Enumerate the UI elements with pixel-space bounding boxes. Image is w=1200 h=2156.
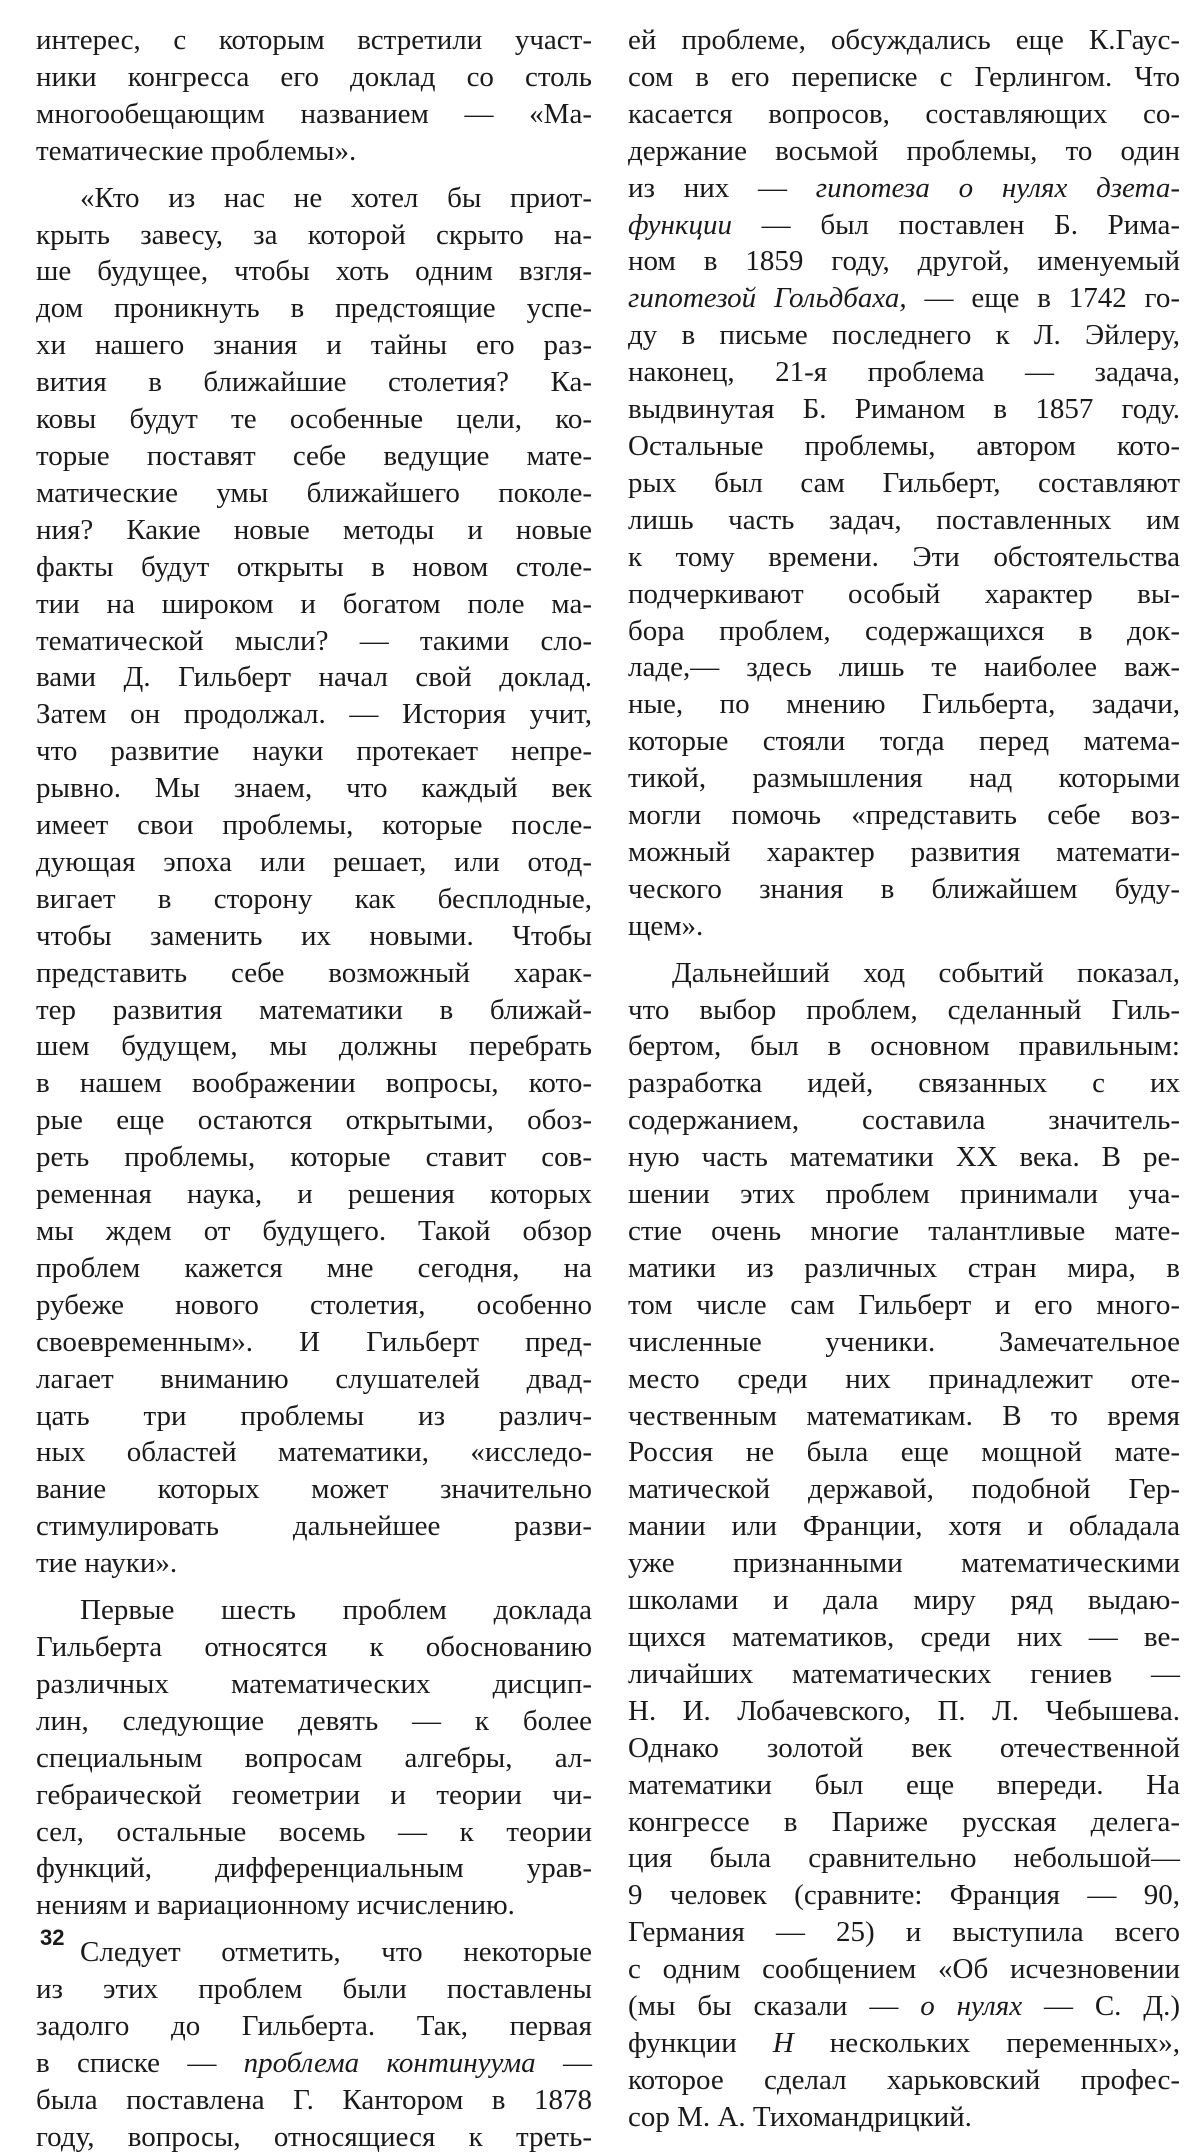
text-line: хи нашего знания и тайны его раз- [36,329,592,362]
text-line: лин, следующие девять — к более [36,1704,592,1737]
text-line: Россия не была еще мощной мате- [628,1436,1180,1469]
text-line: тикой, размышления над которыми [628,762,1180,795]
text-fragment: — С. Д.) [1022,1990,1180,2023]
text-line: бертом, был в основном правильным: [628,1030,1180,1063]
text-line: Следует отметить, что некоторые [80,1936,592,1969]
italic-term-zeta-hypothesis: гипотеза о нулях дзета- [815,171,1181,204]
italic-term-goldbach: гипотезой Гольдбаха, [628,282,907,315]
paragraph-gauss-riemann [628,22,1180,945]
text-line: многообещающим названием — «Ма- [36,97,592,130]
text-line: ладе,— здесь лишь те наиболее важ- [628,651,1180,684]
text-line [628,1988,1180,2025]
text-line: щем». [628,909,704,942]
text-line [628,170,1180,207]
text-fragment: — [535,2046,592,2079]
text-line: стимулировать дальнейшее разви- [36,1510,592,1543]
text-line: тие науки». [36,1547,178,1580]
text-line: нениям и вариационному исчислению. [36,1889,515,1922]
text-line: школами и дала миру ряд выдаю- [628,1584,1180,1617]
text-line: чественным математикам. В то время [628,1399,1180,1432]
text-line: ческого знания в ближайшем буду- [628,872,1180,905]
text-line [36,2045,592,2082]
text-line: Затем он продолжал. — История учит, [36,698,592,731]
text-line: которые стояли тогда перед матема- [628,725,1180,758]
text-line: матики из различных стран мира, в [628,1251,1180,1284]
text-line [628,2025,1180,2062]
text-line: тер развития математики в ближай- [36,993,592,1026]
text-line: реть проблемы, которые ставит сов- [36,1141,592,1174]
text-line: Дальнейший ход событий показал, [672,956,1180,989]
text-line: специальным вопросам алгебры, ал- [36,1741,592,1774]
text-fragment: из них — [628,171,816,204]
paragraph-further-events [628,955,1180,2136]
text-line: выдвинутая Б. Риманом в 1857 году. [628,393,1180,426]
italic-term-continuum-problem: проблема континуума [243,2046,536,2079]
text-line: сор М. А. Тихомандрицкий. [628,2100,972,2133]
text-line: вигает в сторону как бесплодные, [36,882,592,915]
text-line: мы ждем от будущего. Такой обзор [36,1215,592,1247]
text-line: к тому времени. Эти обстоятельства [628,540,1180,573]
text-line: ременная наука, и решения которых [36,1178,592,1211]
text-line: Гильберта относятся к обоснованию [36,1630,592,1663]
text-line: крыть завесу, за которой скрыто на- [36,218,592,251]
text-line: торые поставят себе ведущие мате- [36,439,592,472]
text-line: щихся математиков, среди них — ве- [628,1620,1180,1653]
text-line: интерес, с которым встретили участ- [36,24,592,56]
text-line: тии на широком и богатом поле ма- [36,587,592,620]
text-line: математики был еще впереди. На [628,1768,1180,1801]
text-line: была поставлена Г. Кантором в 1878 [36,2083,592,2116]
text-line: вами Д. Гильберт начал свой доклад. [36,661,592,694]
text-line: что выбор проблем, сделанный Гиль- [628,993,1180,1026]
page-number: 32 [40,1925,65,1950]
text-line: держание восьмой проблемы, то один [628,134,1180,167]
text-line: году, вопросы, относящиеся к треть- [36,2120,592,2153]
text-line: ном в 1859 году, другой, именуемый [628,245,1180,278]
text-fragment: нескольких переменных», [793,2026,1180,2059]
text-fragment: в списке — [36,2046,244,2079]
text-line: лишь часть задач, поставленных им [628,503,1180,536]
text-line: место среди них принадлежит оте- [628,1362,1180,1395]
text-line: могли помочь «представить себе воз- [628,799,1180,832]
text-line: Германия — 25) и выступила всего [628,1916,1180,1949]
text-line: личайших математических гениев — [628,1657,1180,1690]
text-line: дующая эпоха или решает, или отод- [36,845,592,878]
text-line: численные ученики. Замечательное [628,1325,1180,1358]
text-line: Однако золотой век отечественной [628,1731,1180,1764]
text-line: из этих проблем были поставлены [36,1973,592,2006]
text-line: ей проблеме, обсуждались еще К.Гаус- [628,24,1180,56]
left-column [36,22,592,2156]
text-line: цать три проблемы из различ- [36,1399,592,1432]
text-line: в нашем воображении вопросы, кото- [36,1067,592,1100]
text-line: с одним сообщением «Об исчезновении [628,1953,1180,1986]
text-line: тематической мысли? — такими сло- [36,624,592,657]
text-line: различных математических дисцип- [36,1667,592,1700]
text-line: ния? Какие новые методы и новые [36,513,592,546]
text-line: рубеже нового столетия, особенно [36,1288,592,1321]
text-line: задолго до Гильберта. Так, первая [36,2010,592,2043]
text-line: вание которых может значительно [36,1473,592,1506]
text-line: вития в ближайшие столетия? Ка- [36,366,592,399]
paragraph-first-six-problems [36,1592,592,1924]
text-line: чтобы заменить их новыми. Чтобы [36,919,592,952]
text-line: ные, по мнению Гильберта, задачи, [628,688,1180,721]
text-line: стие очень многие талантливые мате- [628,1215,1180,1247]
text-line: шении этих проблем принимали уча- [628,1178,1180,1211]
text-line: дом проникнуть в предстоящие успе- [36,292,592,325]
text-line: подчеркивают особый характер вы- [628,577,1180,610]
text-line: проблем кажется мне сегодня, на [36,1251,592,1284]
text-line: разработка идей, связанных с их [628,1067,1180,1100]
text-line: Остальные проблемы, автором кото- [628,429,1180,462]
text-line: Н. И. Лобачевского, П. Л. Чебышева. [628,1694,1180,1727]
italic-term-zeta-function: функции [628,208,732,241]
text-line: том числе сам Гильберт и его много- [628,1288,1180,1321]
text-line: рывно. Мы знаем, что каждый век [36,772,592,805]
text-line: тематические проблемы». [36,134,357,167]
text-line: сом в его переписке с Герлингом. Что [628,60,1180,93]
text-line: содержанием, составила значитель- [628,1104,1180,1137]
text-line: матической державой, подобной Гер- [628,1473,1180,1506]
text-line: касается вопросов, составляющих со- [628,97,1180,130]
text-line: ция была сравнительно небольшой— [628,1842,1180,1875]
italic-term-function-h: H [772,2026,794,2059]
right-column [628,22,1180,2136]
text-line: представить себе возможный харак- [36,956,592,989]
text-line: своевременным». И Гильберт пред- [36,1325,592,1358]
text-line: ду в письме последнего к Л. Эйлеру, [628,319,1180,352]
text-line: Первые шесть проблем доклада [80,1594,592,1627]
text-line: имеет свои проблемы, которые после- [36,809,592,842]
text-fragment: (мы бы сказали — [628,1990,921,2023]
text-line: рые еще остаются открытыми, обоз- [36,1104,592,1137]
text-line: ники конгресса его доклад со столь [36,60,592,93]
text-line: которое сделал харьковский профес- [628,2063,1180,2096]
text-line: ковы будут те особенные цели, ко- [36,403,592,436]
text-line: рых был сам Гильберт, составляют [628,466,1180,499]
text-line: наконец, 21-я проблема — задача, [628,356,1180,389]
text-line: «Кто из нас не хотел бы приот- [80,181,592,214]
text-line [628,280,1180,317]
text-line: лагает вниманию слушателей двад- [36,1362,592,1395]
paragraph-hilbert-quote [36,180,592,1582]
text-line: можный характер развития математи- [628,835,1180,868]
text-line: ную часть математики XX века. В ре- [628,1141,1180,1174]
text-line [628,207,1180,244]
text-line: 9 человек (сравните: Франция — 90, [628,1879,1180,1912]
paragraph-problems-posed-earlier [36,1934,592,2155]
text-line: факты будут открыты в новом столе- [36,550,592,583]
text-line: мании или Франции, хотя и обладала [628,1510,1180,1543]
italic-term-zeros: о нулях [920,1990,1023,2023]
text-line: ных областей математики, «исследо- [36,1436,592,1469]
text-fragment: — был поставлен Б. Рима- [731,208,1180,241]
text-line: гебраической геометрии и теории чи- [36,1778,592,1811]
text-line: шем будущем, мы должны перебрать [36,1030,592,1063]
text-fragment: функции [628,2026,773,2059]
text-line: функций, дифференциальным урав- [36,1852,592,1885]
text-fragment: — еще в 1742 го- [906,282,1180,315]
paragraph-continued [36,22,592,170]
text-line: конгрессе в Париже русская делега- [628,1805,1180,1838]
text-line: матические умы ближайшего поколе- [36,476,592,509]
text-line: сел, остальные восемь — к теории [36,1815,592,1848]
text-line: ше будущее, чтобы хоть одним взгля- [36,255,592,288]
text-line: уже признанными математическими [628,1547,1180,1580]
text-line: что развитие науки протекает непре- [36,735,592,768]
text-line: бора проблем, содержащихся в док- [628,614,1180,647]
